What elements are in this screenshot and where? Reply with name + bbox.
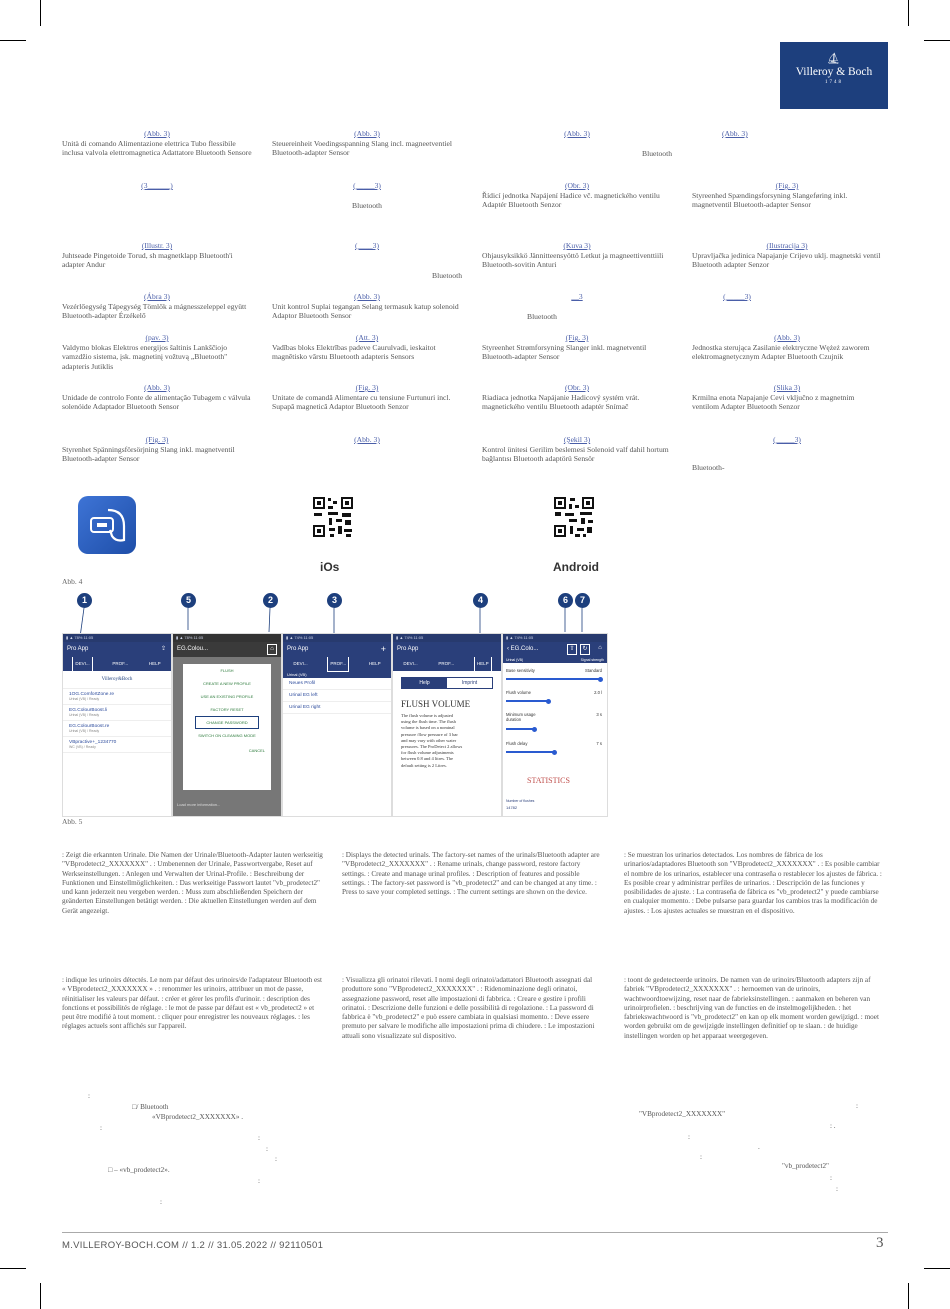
parts-pt: (Abb. 3) Unidade de controlo Fonte de alimentação Tubagem c válvula solenóide Adaptador Bluetooth Sensor (62, 383, 251, 412)
crop-mark (908, 1283, 909, 1309)
tab-devices[interactable]: DEVI... (403, 661, 418, 666)
statistics-heading: STATISTICS (527, 776, 570, 785)
parts-et: (Illustr. 3) Juhtseade Pingetoide Torud, sh magnetklapp Bluetooth'i adapter Andur (62, 241, 252, 270)
callout-marker-6: 6 (558, 593, 573, 608)
parts-id: (Abb. 3) Unit kontrol Suplai tegangan Selang termasuk katup solenoid Adaptor Bluetooth Sensor (272, 292, 462, 321)
crop-mark (924, 1268, 950, 1269)
tab-profiles[interactable]: PROF... (112, 661, 129, 666)
figure-ref[interactable]: (Şekil 3) (563, 435, 591, 444)
sensitivity-slider[interactable] (506, 678, 600, 680)
section-header: Urinal (VB) (283, 671, 391, 678)
bottom-text: : (88, 1092, 90, 1100)
parts-th: (_____3) Bluetooth- (692, 435, 882, 472)
crop-mark (40, 0, 41, 26)
screen-profiles (282, 633, 392, 817)
upload-icon[interactable]: ⇧ (567, 644, 577, 655)
flush-count-label: Number of flushes (506, 799, 535, 803)
status-bar: ▮ ▲ 78% 11:05 (173, 634, 281, 642)
parts-ru (272, 435, 462, 445)
figure-ref[interactable]: (Fig. 3) (565, 333, 589, 342)
parts-sk: (Obr. 3) Riadiaca jednotka Napájanie Hadicový systém vrát. magnetického ventilu Bluetooth adaptér Snímač (482, 383, 672, 412)
desc-fr: : indique les urinoirs détectés. Le nom par défaut des urinoirs/de l'adaptateur Bluetooth est « VBprodetect2_XXXXXXX » . : renommer les urinoirs, attribuer un mot de passe, réinitialiser les valeurs par défaut. : créer et gérer les profils d'urinoir. : description des fonctions et possibilités de réglage. : le mot de passe par défaut est « vb_prodetect2 » et peut être modifié à tout moment. : cliquer pour enregistrer les nouveaux réglages. : les réglages actuels sont affichés sur l'appareil. (62, 976, 322, 1031)
pro-app-icon[interactable] (78, 496, 136, 554)
android-qr-code-icon[interactable] (553, 496, 595, 554)
tab-bar (393, 657, 501, 671)
device-row[interactable]: VBpractive+_1234770 WC (VB) / Ready (63, 737, 171, 753)
app-bar (393, 642, 501, 657)
figure-ref[interactable]: (3______) (141, 181, 173, 190)
tab-devices[interactable]: DEVI... (73, 657, 91, 671)
status-bar: ▮ ▲ 74% 11:05 (283, 634, 391, 642)
figure-ref[interactable]: (Kuva 3) (563, 241, 591, 250)
profile-row[interactable]: Urinal EG right (283, 702, 391, 714)
help-toggle-help[interactable]: Help (402, 678, 447, 688)
figure-ref[interactable]: (Abb. 3) (722, 129, 748, 138)
tab-help[interactable]: HELP (475, 657, 491, 671)
app-title: Pro App (397, 646, 419, 652)
callout-marker-7: 7 (575, 593, 590, 608)
status-bar: ▮ ▲ 74% 11:05 (393, 634, 501, 642)
device-title: EG.Colo... (510, 646, 539, 652)
figure-ref[interactable]: (Abb. 3) (774, 333, 800, 342)
desc-en: : Displays the detected urinals. The factory-set names of the urinals/Bluetooth adapter are "VBprodetect2_XXXXXXX" . : Rename urinals, change password, restore factory settings. : Create and manage urinal profiles. : Description of features and possible settings. : The factory-set password is "vb_prodetect2" and can be changed at any time. : Press to save your completed settings. : The current settings are shown on the device. (342, 851, 600, 897)
parts-hr: (Ilustracija 3) Upravljačka jedinica Napajanje Crijevo uklj. magnetski ventil Bluetooth adapter Senzor (692, 241, 881, 270)
help-heading: FLUSH VOLUME (401, 699, 471, 709)
parts-ro: (Fig. 3) Unitate de comandă Alimentare cu tensiune Furtunuri incl. Supapă magnetică Adaptor Bluetooth Senzor (272, 383, 462, 412)
callout-marker-4: 4 (473, 593, 488, 608)
tab-help[interactable]: HELP (368, 661, 381, 666)
parts-ko2 (692, 292, 782, 302)
bottom-text: : (700, 1153, 702, 1161)
figure-ref[interactable]: (Fig. 3) (355, 383, 379, 392)
save-icon[interactable]: ⌂ (267, 644, 277, 655)
screen-help (392, 633, 502, 817)
parts-no: (Fig. 3) Styreenhet Strømforsyning Slanger inkl. magnetventil Bluetooth-adapter Sensor (482, 333, 672, 362)
refresh-icon[interactable]: ↻ (580, 644, 590, 655)
parts-lt: (pav. 3) Valdymo blokas Elektros energijos šaltinis Lankščiojo vamzdžio sistema, įsk. magnetinį vožtuvą „Bluetooth" adapteris Jutiklis (62, 333, 252, 372)
slider-knob[interactable] (546, 699, 551, 704)
figure-ref[interactable]: (Att. 3) (355, 333, 379, 342)
figure-ref[interactable]: (Abb. 3) (354, 292, 380, 301)
bottom-text: : (160, 1198, 162, 1206)
app-title: Pro App (287, 646, 309, 652)
ios-qr-code-icon[interactable] (312, 496, 354, 554)
bottom-text: : (836, 1185, 838, 1193)
bottom-text: : (275, 1155, 277, 1163)
tab-profiles[interactable]: PROF... (328, 657, 348, 671)
figure-ref[interactable]: (Obr. 3) (564, 383, 590, 392)
desc-de: : Zeigt die erkannten Urinale. Die Namen der Urinale/Bluetooth-Adapter lauten werkseitig "VBprodetect2_XXXXXXX" . : Umbenennen der Urinale, Passwortvergabe, Reset auf Werkseinstellungen. : Anlegen und Verwalten der Urinal-Profile. : Beschreibung der Funktionen und Einstellmöglichkeiten. : Das werkseitige Passwort lautet "vb_prodetect2" und kann jederzeit neu vergeben werden. : Muss zum abschließenden Speichern der geänderten Einstellungen betätigt werden. : Die aktuellen Einstellungen werden auf dem Gerät angezeigt. (62, 851, 323, 915)
menu-item-change-password[interactable]: CHANGE PASSWORD (195, 716, 259, 729)
crop-mark (40, 1283, 41, 1309)
bottom-text: «VBprodetect2_XXXXXXX» . (152, 1113, 244, 1121)
tab-profiles[interactable]: PROF... (438, 661, 455, 666)
tab-bar (63, 657, 171, 671)
bottom-text: : . (830, 1122, 836, 1130)
figure-ref[interactable]: (Ilustracija 3) (766, 241, 808, 250)
desc-nl: : toont de gedetecteerde urinoirs. De namen van de urinoirs/Bluetooth adapters zijn af fabriek "VBprodetect2_XXXXXXX" . : hernoemen van de urinoirs, wachtwoordtoewijzing, reset naar de fabrieksinstellingen. : aanmaken en beheren van urinoirprofielen. : beschrijving van de functies en de instelmogelijkheden. : het fabriekswachtwoord is "vb_prodetect2" en kan op elk moment worden gewijzigd. : moet worden gebruikt om de gewijzigde instellingen definitief op te slaan. : de huidige instellingen worden op het apparaat weergegeven. (624, 976, 879, 1040)
boat-icon: ⛵︎ (826, 53, 842, 65)
figure-ref[interactable]: (Abb. 3) (144, 383, 170, 392)
tab-devices[interactable]: DEVI... (293, 661, 308, 666)
desc-it: : Visualizza gli orinatoi rilevati. I nomi degli orinatoi/adattatori Bluetooth assegnati dal produttore sono "VBprodetect2_XXXXXXX" . : Ridenominazione degli orinatoi, assegnazione password, reset alle impostazioni di fabbrica. : Creare e gestire i profili orinatoi. : Descrizione delle funzioni e delle possibilità di regolazione. : La password di fabbrica è "vb_prodetect2" e può essere cambiata in qualsiasi momento. : Deve essere premuto per salvare le modifiche alle impostazioni prima di chiudere. : Le impostazioni attuali sono visualizzate sul dispositivo. (342, 976, 595, 1040)
callout-marker-5: 5 (181, 593, 196, 608)
bottom-text: : (830, 1174, 832, 1182)
parts-de: (Abb. 3) Steuereinheit Voedingsspanning Slang incl. magneetventiel Bluetooth-adapter Sensor (272, 129, 462, 158)
min-usage-slider[interactable] (506, 728, 534, 730)
figure-ref[interactable]: (Slika 3) (773, 383, 801, 392)
ios-label: iOs (320, 560, 340, 574)
cancel-button[interactable]: CANCEL (248, 748, 265, 753)
figure-ref[interactable]: (Abb. 3) (564, 129, 590, 138)
parts-it: (Abb. 3) Unità di comando Alimentazione elettrica Tubo flessibile inclusa valvola elettromagnetica Adattatore Bluetooth Sensore (62, 129, 252, 158)
callout-marker-3: 3 (327, 593, 342, 608)
crop-mark (0, 1268, 26, 1269)
crop-mark (908, 0, 909, 26)
device-title: EG.Colou... (177, 646, 209, 652)
parts-es: (Abb. 3) Bluetooth (482, 129, 672, 158)
app-bar (63, 642, 171, 657)
menu-item-factory-reset[interactable]: FACTORY RESET (210, 707, 244, 712)
brand-year: 1748 (825, 80, 843, 85)
parts-pl: (Abb. 3) Jednostka sterująca Zasilanie elektryczne Wężeż zaworem elektromagnetycznym Adapter Bluetooth Czujnik (692, 333, 882, 362)
figure-ref[interactable]: (Abb. 3) (144, 129, 170, 138)
slider-knob[interactable] (532, 727, 537, 732)
share-icon[interactable]: ⇪ (160, 646, 166, 652)
back-icon[interactable]: ‹ (507, 646, 511, 652)
action-menu (183, 664, 271, 790)
menu-item-existing-profile[interactable]: USE AN EXISTING PROFILE (200, 694, 254, 699)
flush-volume-slider[interactable] (506, 700, 548, 702)
page-number: 3 (876, 1235, 884, 1251)
app-title: Pro App (67, 646, 89, 652)
device-row[interactable]: EG.ColourBoost.li Urinal (VB) / Ready (63, 705, 171, 721)
brand-logo (780, 42, 888, 109)
parts-lv: (Att. 3) Vadības bloks Elektrības padeve Caurulvadi, ieskaitot magnētisko vārstu Bluetooth adapteris Sensors (272, 333, 462, 362)
save-icon[interactable]: ⌂ (598, 645, 602, 651)
figure-ref[interactable]: (Fig. 3) (775, 181, 799, 190)
bottom-text: : (258, 1134, 260, 1142)
help-body: The flush volume is adjusted using the flush time. The flush volume is based on a nominal pressure /flow pressure of 3 bar and may vary with other water pressures. The ProDetect 2 allows for flush volume adjustments between 0.8 and 4 litres. The default setting is 2 Litres. (401, 713, 463, 768)
parts-cs: (Obr. 3) Řídicí jednotka Napájení Hadice vč. magnetického ventilu Adaptér Bluetooth Senzor (482, 181, 672, 210)
bottom-text: . (758, 1143, 760, 1151)
status-bar: ▮ ▲ 78% 11:05 (63, 634, 171, 642)
setting-row[interactable]: Base sensitivity Standard (506, 668, 602, 673)
figure-ref[interactable]: (Abb. 3) (354, 129, 380, 138)
parts-hu: (Ábra 3) Vezérlőegység Tápegység Tömlők a mágnesszeleppel együtt Bluetooth-adapter Érzékelő (62, 292, 252, 321)
figure-4-label: Abb. 4 (62, 577, 83, 586)
bottom-text: □ – «vb_prodetect2». (108, 1166, 170, 1174)
screen-device-menu (172, 633, 282, 817)
bottom-text: "VBprodetect2_XXXXXXX" (639, 1110, 726, 1118)
app-bar (173, 642, 281, 657)
tab-help[interactable]: HELP (148, 661, 161, 666)
footer-rule (62, 1232, 888, 1233)
bottom-text: □/ Bluetooth (132, 1103, 169, 1111)
menu-item-cleaning-mode[interactable]: SWITCH ON CLEANING MODE (198, 733, 256, 738)
device-row[interactable]: EG.ColourBoost.re Urinal (VB) / Ready (63, 721, 171, 737)
figure-ref[interactable]: (Abb. 3) (354, 435, 380, 444)
parts-fi: (Kuva 3) Ohjausyksikkö Jännitteensyöttö Letkut ja magneettiventtiili Bluetooth-sovitin Anturi (482, 241, 672, 270)
device-row[interactable]: 1OG.ComfortZone.re Urinal (VB) / Ready (63, 689, 171, 705)
tab-bar (283, 657, 391, 671)
figure-ref[interactable]: (pav. 3) (145, 333, 169, 342)
bottom-text: : (258, 1177, 260, 1185)
menu-item-create-profile[interactable]: CREATE A NEW PROFILE (203, 681, 251, 686)
setting-row[interactable]: Flush volume 2.0 l (506, 690, 602, 695)
profile-row[interactable]: Urinal EG left (283, 690, 391, 702)
flush-delay-slider[interactable] (506, 751, 554, 753)
crop-mark (924, 40, 950, 41)
app-bar (283, 642, 391, 657)
parts-sv (692, 129, 882, 139)
brand-name: Villeroy & Boch (795, 66, 873, 78)
menu-item-flush[interactable]: FLUSH (220, 668, 234, 673)
desc-es: : Se muestran los urinarios detectados. Los nombres de fábrica de los urinarios/adaptadores Bluetooth son "VBprodetect2_XXXXXXX" . : Es posible cambiar el nombre de los urinarios, establecer una contraseña o restablecer los ajustes de fábrica. : Es posible crear y administrar perfiles de urinarios. : Descripción de las funciones y posibilidades de ajuste. : La contraseña de fábrica es "vb_prodetect2" y puede cambiarse en cualquier momento. : Debe pulsarse para guardar los cambios tras la modificación de ajustes. : Los ajustes actuales se muestran en el dispositivo. (624, 851, 882, 915)
load-more-link[interactable]: Load more information... (177, 802, 221, 807)
bottom-text: : (266, 1145, 268, 1153)
figure-5-label: Abb. 5 (62, 817, 83, 826)
callout-marker-1: 1 (77, 593, 92, 608)
setting-row[interactable]: Minimum usage duration 3 s (506, 712, 602, 722)
parts-cs-ref (62, 181, 252, 191)
figure-ref[interactable]: (Fig. 3) (145, 435, 169, 444)
android-label: Android (553, 560, 599, 574)
sub-header: Urinal (VB) Signal strength (503, 657, 607, 663)
parts-sl: (Slika 3) Krmilna enota Napajanje Cevi vključno z magnetnim ventilom Adapter Bluetooth Senzor (692, 383, 882, 412)
brand-logo-small: Villeroy&Boch (63, 671, 171, 689)
setting-row[interactable]: Flush delay 7 s (506, 741, 602, 746)
figure-ref[interactable]: (Ábra 3) (144, 292, 170, 301)
slider-knob[interactable] (552, 750, 557, 755)
bottom-text: "vb_prodetect2" (782, 1162, 829, 1170)
figure-ref[interactable]: (_____3) (773, 435, 801, 444)
screen-devices (62, 633, 172, 817)
figure-ref[interactable]: (_____3) (723, 292, 751, 301)
figure-ref[interactable]: (_____3) (353, 181, 381, 190)
bottom-text: : (100, 1124, 102, 1132)
figure-ref[interactable]: (Obr. 3) (564, 181, 590, 190)
figure-ref[interactable]: __3 (571, 292, 583, 301)
screen-settings (502, 633, 608, 817)
parts-zh: (____3) Bluetooth (272, 241, 462, 280)
slider-knob[interactable] (598, 677, 603, 682)
parts-sv2: (Fig. 3) Styrenhet Spänningsförsörjning Slang inkl. magnetventil Bluetooth-adapter Sensor (62, 435, 252, 464)
footer-text: M.VILLEROY-BOCH.COM // 1.2 // 31.05.2022 // 92110501 (62, 1240, 324, 1251)
parts-da: (Fig. 3) Styreenhed Spændingsforsyning Slangeføring inkl. magnetventil Bluetooth-adapter Sensor (692, 181, 882, 210)
bottom-text: : (856, 1102, 858, 1110)
parts-ja: (_____3) Bluetooth (272, 181, 462, 210)
profile-row[interactable]: Neues Profil (283, 678, 391, 690)
bottom-text: : (688, 1133, 690, 1141)
flush-count-value: 14782 (506, 805, 518, 810)
app-bar (503, 642, 607, 657)
status-bar: ▮ ▲ 74% 11:05 (503, 634, 607, 642)
help-toggle-imprint[interactable]: Imprint (461, 680, 478, 686)
figure-ref[interactable]: (Illustr. 3) (141, 241, 173, 250)
parts-ko: __3 Bluetooth (482, 292, 672, 321)
crop-mark (0, 40, 26, 41)
help-toggle (401, 677, 493, 689)
callout-marker-2: 2 (263, 593, 278, 608)
parts-tr: (Şekil 3) Kontrol ünitesi Gerilim beslemesi Solenoid valf dahil hortum bağlantısı Bluetooth adaptörü Sensör (482, 435, 672, 464)
signal-strength: Signal strength (580, 658, 604, 662)
figure-ref[interactable]: (____3) (354, 241, 380, 250)
add-icon[interactable]: + (380, 644, 386, 654)
